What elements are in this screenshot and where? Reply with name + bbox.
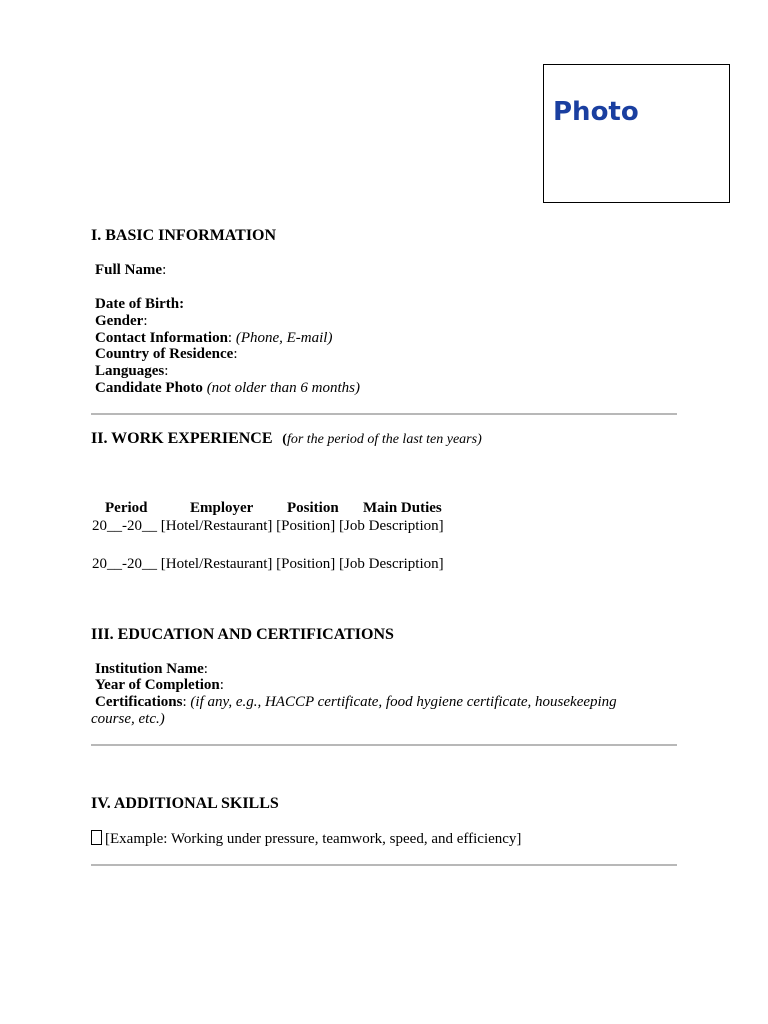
skills-example-row (91, 830, 521, 848)
field-country-of-residence (95, 346, 238, 363)
work-row: 20__-20__ [Hotel/Restaurant] [Position] [Job Description] (92, 518, 444, 534)
section-title-work-experience: II. WORK EXPERIENCE (91, 430, 273, 447)
field-hint-continued: course, etc.) (91, 711, 165, 727)
section-title-basic-information: I. BASIC INFORMATION (91, 227, 277, 244)
section-title-education: III. EDUCATION AND CERTIFICATIONS (91, 626, 394, 643)
field-label: Certifications (95, 694, 183, 710)
section-title-additional-skills: IV. ADDITIONAL SKILLS (91, 795, 279, 812)
field-gender (95, 313, 148, 330)
field-hint: (Phone, E-mail) (235, 330, 333, 346)
photo-label: Photo (553, 97, 639, 127)
field-candidate-photo (95, 380, 360, 397)
divider (91, 864, 677, 866)
field-languages (95, 363, 168, 380)
section-title-work-experience-row (91, 430, 482, 448)
field-suffix: : (219, 677, 224, 693)
field-suffix: : (162, 262, 167, 278)
field-suffix: : (182, 694, 191, 710)
subtitle-paren: ( (282, 432, 287, 447)
field-label: Country of Residence (95, 346, 234, 362)
column-header-position: Position (287, 500, 339, 516)
field-label: Date of Birth: (95, 296, 185, 312)
work-row: 20__-20__ [Hotel/Restaurant] [Position] [Job Description] (92, 556, 444, 572)
field-label: Year of Completion (95, 677, 220, 693)
field-label: Full Name (95, 262, 163, 278)
skills-example: [Example: Working under pressure, teamwork, speed, and efficiency] (105, 831, 522, 847)
field-hint: (if any, e.g., HACCP certificate, food hygiene certificate, housekeeping (190, 694, 617, 710)
field-hint: (not older than 6 months) (206, 380, 361, 396)
field-suffix: : (233, 346, 238, 362)
field-full-name (95, 262, 166, 279)
field-certifications (95, 694, 617, 711)
field-institution-name (95, 661, 208, 678)
column-header-employer: Employer (190, 500, 254, 516)
divider (91, 413, 677, 415)
field-label: Languages (95, 363, 165, 379)
field-suffix: : (203, 661, 208, 677)
photo-box (543, 64, 730, 203)
field-date-of-birth (95, 296, 184, 313)
field-suffix: : (143, 313, 148, 329)
divider (91, 744, 677, 746)
field-contact-information (95, 330, 332, 347)
field-label: Candidate Photo (95, 380, 203, 396)
field-year-of-completion (95, 677, 224, 694)
field-suffix: : (164, 363, 169, 379)
field-label: Contact Information (95, 330, 228, 346)
field-suffix: : (227, 330, 236, 346)
section-subtitle (282, 432, 481, 447)
field-label: Gender (95, 313, 144, 329)
column-header-period: Period (105, 500, 148, 516)
checkbox-icon (91, 830, 102, 845)
subtitle-text: for the period of the last ten years) (286, 432, 482, 447)
field-label: Institution Name (95, 661, 204, 677)
column-header-main-duties: Main Duties (363, 500, 442, 516)
